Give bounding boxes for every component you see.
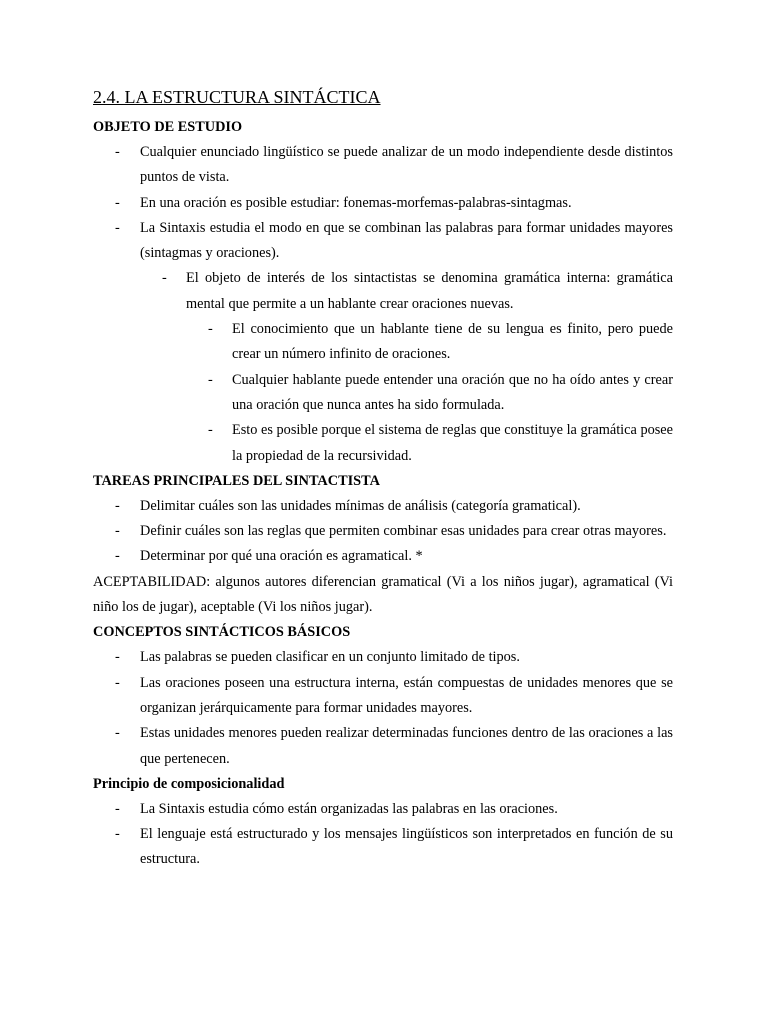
section-heading-tareas: TAREAS PRINCIPALES DEL SINTACTISTA [93, 472, 380, 489]
list-item [93, 721, 673, 772]
sub-list-item [93, 266, 673, 317]
list-item [93, 645, 673, 670]
list-item-text: La Sintaxis estudia cómo están organizadas las palabras en las oraciones. [140, 800, 558, 817]
sub-sub-list-item [93, 368, 673, 419]
section-heading-objeto: OBJETO DE ESTUDIO [93, 119, 243, 135]
list-item-text: Delimitar cuáles son las unidades mínimas de análisis (categoría gramatical). [140, 497, 581, 514]
list-item-text: Las oraciones poseen una estructura interna, están compuestas de unidades menores que se organizan jerárquicamente para formar unidades mayores. [140, 674, 673, 716]
list-item-text: La Sintaxis estudia el modo en que se combinan las palabras para formar unidades mayores (sintagmas y oraciones). [140, 219, 673, 262]
page-title: 2.4. LA ESTRUCTURA SINTÁCTICA [93, 87, 381, 107]
sub-sub-list-item [93, 418, 673, 469]
aceptabilidad-paragraph: ACEPTABILIDAD: algunos autores diferencian gramatical (Vi a los niños jugar), agramatical (Vi niño los de jugar), aceptable (Vi los niños jugar). [93, 573, 673, 616]
list-item-text: En una oración es posible estudiar: fonemas-morfemas-palabras-sintagmas. [140, 194, 572, 211]
list-item-text: Definir cuáles son las reglas que permiten combinar esas unidades para crear otras mayores. [140, 523, 667, 540]
sub-list-item-text: El objeto de interés de los sintactistas se denomina gramática interna: gramática mental que permite a un hablante crear oraciones nuevas. [186, 270, 673, 312]
sub-sub-list-item-text: Esto es posible porque el sistema de reglas que constituye la gramática posee la propiedad de la recursividad. [232, 422, 673, 464]
list-item-text: Las palabras se pueden clasificar en un conjunto limitado de tipos. [140, 649, 520, 666]
list-item-text: Estas unidades menores pueden realizar determinadas funciones dentro de las oraciones a las que pertenecen. [140, 725, 673, 767]
list-item [93, 216, 673, 267]
bullet-dash: - [208, 321, 213, 338]
section-heading-composicionalidad: Principio de composicionalidad [93, 775, 285, 792]
bullet-dash: - [115, 725, 120, 742]
list-item [93, 140, 673, 191]
bullet-dash: - [115, 523, 120, 540]
list-item [93, 519, 673, 544]
list-item [93, 671, 673, 722]
bullet-dash: - [162, 270, 167, 287]
bullet-dash: - [115, 144, 120, 160]
list-item [93, 191, 673, 216]
bullet-dash: - [208, 422, 213, 439]
list-item [93, 797, 673, 822]
bullet-dash: - [115, 826, 120, 843]
list-item-text: Cualquier enunciado lingüístico se puede analizar de un modo independiente desde distintos puntos de vista. [140, 144, 673, 186]
bullet-dash: - [115, 497, 120, 514]
bullet-dash: - [115, 674, 120, 691]
bullet-dash: - [115, 194, 120, 211]
list-item-text: Determinar por qué una oración es agramatical. * [140, 548, 423, 565]
bullet-dash: - [115, 800, 120, 817]
list-item [93, 822, 673, 873]
list-item [93, 494, 673, 519]
bullet-dash: - [115, 219, 120, 236]
bullet-dash: - [115, 548, 120, 565]
sub-sub-list-item [93, 317, 673, 368]
sub-sub-list-item-text: Cualquier hablante puede entender una oración que no ha oído antes y crear una oración que nunca antes ha sido formulada. [232, 371, 673, 413]
sub-sub-list-item-text: El conocimiento que un hablante tiene de su lengua es finito, pero puede crear un número infinito de oraciones. [232, 321, 673, 363]
bullet-dash: - [208, 371, 213, 388]
bullet-dash: - [115, 649, 120, 666]
list-item-text: El lenguaje está estructurado y los mensajes lingüísticos son interpretados en función de su estructura. [140, 826, 673, 868]
document-body [93, 115, 673, 873]
list-item [93, 544, 673, 569]
section-heading-conceptos: CONCEPTOS SINTÁCTICOS BÁSICOS [93, 624, 351, 641]
